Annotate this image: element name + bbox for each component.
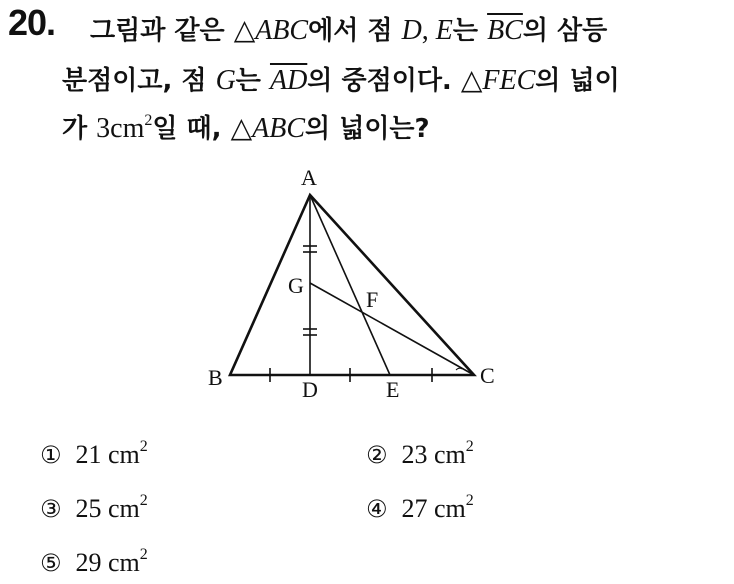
choice-marker: ⑤ bbox=[40, 549, 62, 577]
choice-exponent: 2 bbox=[139, 546, 148, 563]
label-c: C bbox=[480, 363, 495, 388]
label-d: D bbox=[302, 377, 318, 402]
question-text-line-2 bbox=[62, 60, 620, 97]
label-a: A bbox=[301, 165, 317, 190]
choice-marker: ① bbox=[40, 441, 62, 469]
question-text: 의 중점이다. bbox=[307, 66, 461, 96]
choice-4[interactable] bbox=[366, 492, 474, 524]
choice-exponent: 2 bbox=[139, 438, 148, 455]
choice-marker: ③ bbox=[40, 495, 62, 523]
question-text: 는 bbox=[235, 66, 270, 96]
math-triangle-fec: △FEC bbox=[460, 65, 536, 96]
choice-3[interactable] bbox=[40, 492, 148, 524]
math-triangle-abc: △ABC bbox=[233, 15, 309, 46]
question-text: 의 삼등 bbox=[522, 16, 608, 46]
math-point-g: G bbox=[215, 65, 236, 96]
triangle-abc bbox=[230, 195, 474, 375]
choice-value: 29 cm bbox=[75, 548, 140, 577]
label-g: G bbox=[288, 273, 304, 298]
choice-exponent: 2 bbox=[465, 492, 474, 509]
question-text: 는 bbox=[452, 16, 488, 46]
math-comma: , bbox=[421, 15, 436, 46]
question-text: 일 때, bbox=[152, 114, 231, 144]
math-exponent: 2 bbox=[144, 112, 153, 129]
choice-2[interactable] bbox=[366, 438, 474, 470]
question-text-line-1 bbox=[90, 10, 607, 47]
choice-value: 25 cm bbox=[75, 494, 140, 523]
math-segment-bc: $\overline{BC}$ bbox=[487, 15, 523, 46]
math-point-d: D bbox=[401, 15, 422, 46]
question-text: 에서 점 bbox=[308, 16, 402, 46]
label-f: F bbox=[366, 287, 379, 312]
label-e: E bbox=[386, 377, 400, 402]
math-segment-ad: $\overline{AD}$ bbox=[269, 65, 308, 96]
question-text: 그림과 같은 bbox=[90, 16, 234, 46]
question-text: 가 bbox=[62, 114, 97, 144]
math-point-e: E bbox=[435, 15, 453, 46]
choice-exponent: 2 bbox=[139, 492, 148, 509]
segment-ae bbox=[310, 195, 390, 375]
choice-value: 21 cm bbox=[75, 440, 140, 469]
question-number: 20. bbox=[8, 2, 56, 43]
choice-exponent: 2 bbox=[465, 438, 474, 455]
choice-marker: ④ bbox=[366, 495, 388, 523]
choice-value: 23 cm bbox=[401, 440, 466, 469]
math-triangle-abc: △ABC bbox=[230, 113, 306, 144]
question-text: 분점이고, 점 bbox=[62, 66, 216, 96]
segment-gc bbox=[310, 283, 474, 375]
choice-marker: ② bbox=[366, 441, 388, 469]
choice-value: 27 cm bbox=[401, 494, 466, 523]
label-b: B bbox=[208, 365, 223, 390]
choice-1[interactable] bbox=[40, 438, 148, 470]
choice-5[interactable] bbox=[40, 546, 148, 578]
angle-mark bbox=[456, 368, 462, 370]
question-text: 의 넓이는? bbox=[305, 114, 430, 144]
math-area-value: 3cm bbox=[96, 113, 145, 144]
question-text-line-3 bbox=[62, 108, 430, 145]
question-text: 의 넓이 bbox=[535, 66, 620, 96]
triangle-figure bbox=[190, 155, 520, 405]
